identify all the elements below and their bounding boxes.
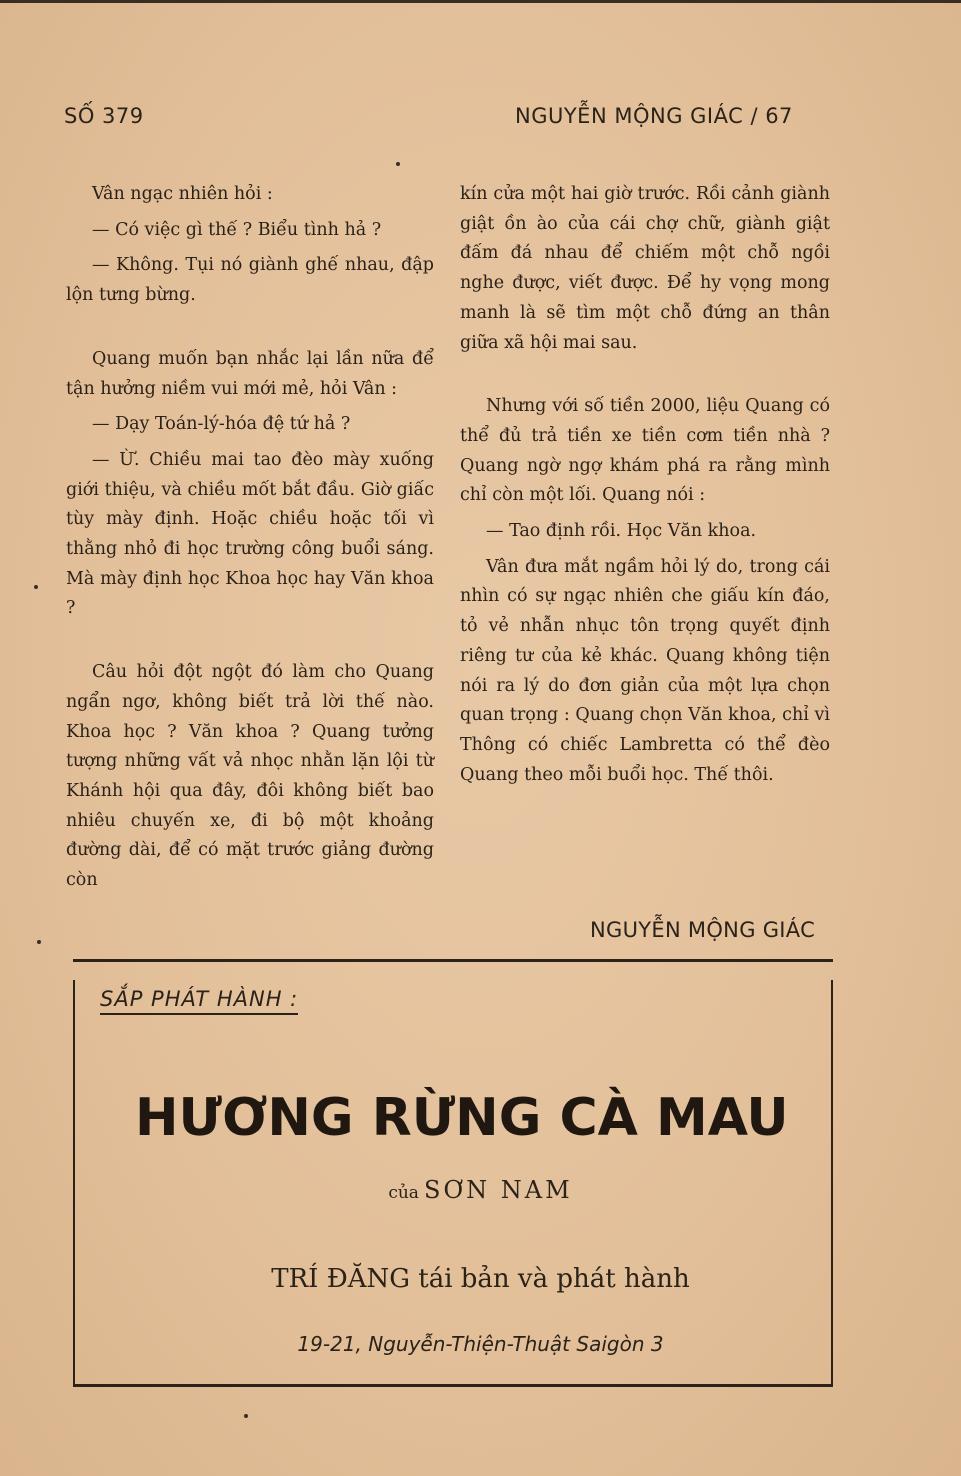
paragraph: Nhưng với số tiền 2000, liệu Quang có thể đủ trả tiền xe tiền cơm tiền nhà ? Quang ngờ ngợ khám phá ra rằng mình chỉ còn một lối. Quang nói : [460,396,830,506]
ad-book-title: HƯƠNG RỪNG CÀ MAU [135,1088,789,1148]
paragraph: — Có việc gì thế ? Biểu tình hả ? [92,219,382,240]
author-page-number: NGUYỄN MỘNG GIÁC / 67 [515,104,793,128]
author-signature: NGUYỄN MỘNG GIÁC [590,918,816,942]
print-speck [396,162,400,166]
paragraph: kín cửa một hai giờ trước. Rồi cảnh giành giật ồn ào của cái chợ chữ, giành giật đấm đá nhau để chiếm một chỗ ngồi nghe được, viết được. Để hy vọng mong manh là sẽ tìm một chỗ đứng an thân giữa xã hội mai sau. [460,184,830,353]
paragraph: — Tao định rồi. Học Văn khoa. [486,521,757,542]
ad-author-name: SƠN NAM [424,1176,573,1204]
ad-address: 19-21, Nguyễn-Thiện-Thuật Saigòn 3 [297,1332,664,1356]
top-edge-rule [0,0,961,3]
ad-box-border [73,959,833,962]
ad-author-prefix: của [388,1183,419,1203]
issue-number: SỐ 379 [64,104,144,128]
print-speck [34,585,38,589]
paragraph: Quang muốn bạn nhắc lại lần nữa để tận hưởng niềm vui mới mẻ, hỏi Vân : [66,348,434,399]
paragraph: Câu hỏi đột ngột đó làm cho Quang ngẩn ngơ, không biết trả lời thế nào. Khoa học ? Văn khoa ? Quang tưởng tượng những vất vả nhọc nhằn lặn lội từ Khánh hội qua đây, đôi không biết bao nhiêu chuyến xe, đi bộ một khoảng đường dài, để có mặt trước giảng đường còn [66,662,434,891]
print-speck [244,1414,248,1418]
paragraph: — Dạy Toán-lý-hóa đệ tứ hả ? [92,414,351,435]
ad-author-line [0,1176,961,1204]
right-column [460,180,830,790]
paragraph: Vân đưa mắt ngầm hỏi lý do, trong cái nhìn có sự ngạc nhiên che giấu kín đáo, tỏ vẻ nhẫn nhục tôn trọng quyết định riêng tư của kẻ khác. Quang không tiện nói ra lý do đơn giản của một lựa chọn quan trọng : Quang chọn Văn khoa, chỉ vì Thông có chiếc Lambretta có thể đèo Quang theo mỗi buổi học. Thế thôi. [460,556,830,785]
ad-publisher: TRÍ ĐĂNG tái bản và phát hành [271,1264,690,1294]
left-column [66,180,434,896]
print-speck [37,940,41,944]
paragraph: Vân ngạc nhiên hỏi : [92,184,273,204]
ad-announcement: SẮP PHÁT HÀNH : [100,987,298,1015]
paragraph: — Ừ. Chiều mai tao đèo mày xuống giới thiệu, và chiều mốt bắt đầu. Giờ giấc tùy mày định. Hoặc chiều hoặc tối vì thằng nhỏ đi học trường công buổi sáng. Mà mày định học Khoa học hay Văn khoa ? [66,449,434,619]
ad-box-border [73,1384,833,1387]
paragraph: — Không. Tụi nó giành ghế nhau, đập lộn tưng bừng. [66,255,434,306]
